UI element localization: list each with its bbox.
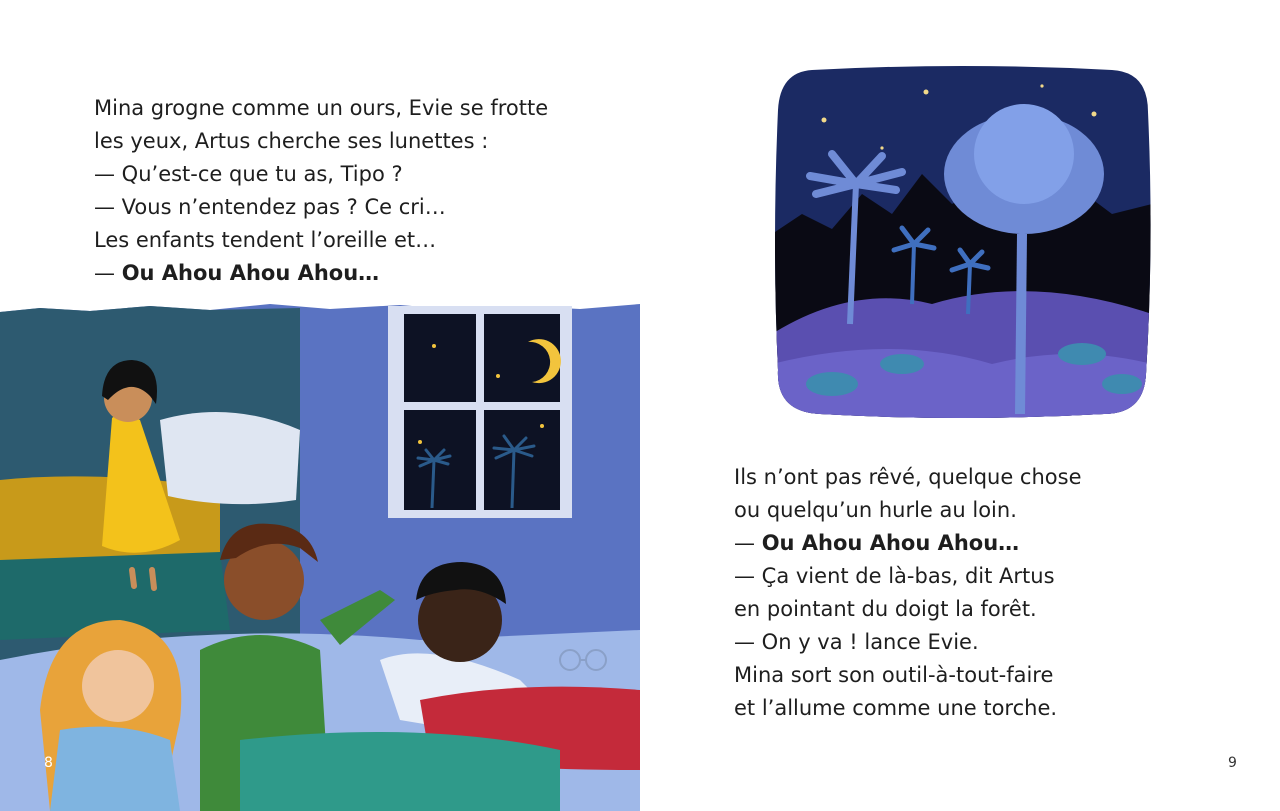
howl-text: Ou Ahou Ahou Ahou… (121, 261, 380, 285)
left-page-text (94, 92, 548, 290)
text-line: en pointant du doigt la forêt. (734, 597, 1037, 621)
text-line: et l’allume comme une torche. (734, 696, 1058, 720)
dash: — (94, 261, 122, 285)
right-page (640, 0, 1280, 811)
text-line-bold (94, 257, 548, 290)
bedroom-illustration (0, 300, 640, 811)
howl-text: Ou Ahou Ahou Ahou… (761, 531, 1020, 555)
text-line: ou quelqu’un hurle au loin. (734, 498, 1017, 522)
text-line: Mina grogne comme un ours, Evie se frotte (94, 96, 549, 120)
dash: — (734, 531, 762, 555)
jungle-night-illustration (772, 64, 1152, 420)
text-line: — On y va ! lance Evie. (734, 630, 979, 654)
text-line: — Qu’est-ce que tu as, Tipo ? (94, 162, 403, 186)
right-page-text (734, 461, 1082, 725)
page-number: 9 (1228, 755, 1237, 771)
window (388, 306, 572, 518)
text-line: Les enfants tendent l’oreille et… (94, 228, 437, 252)
text-line-bold (734, 527, 1082, 560)
text-line: Ils n’ont pas rêvé, quelque chose (734, 465, 1082, 489)
girl-blonde (40, 620, 181, 811)
text-line: — Ça vient de là-bas, dit Artus (734, 564, 1055, 588)
text-line: — Vous n’entendez pas ? Ce cri… (94, 195, 446, 219)
text-line: Mina sort son outil-à-tout-faire (734, 663, 1054, 687)
page-number: 8 (44, 755, 53, 771)
text-line: les yeux, Artus cherche ses lunettes : (94, 129, 489, 153)
